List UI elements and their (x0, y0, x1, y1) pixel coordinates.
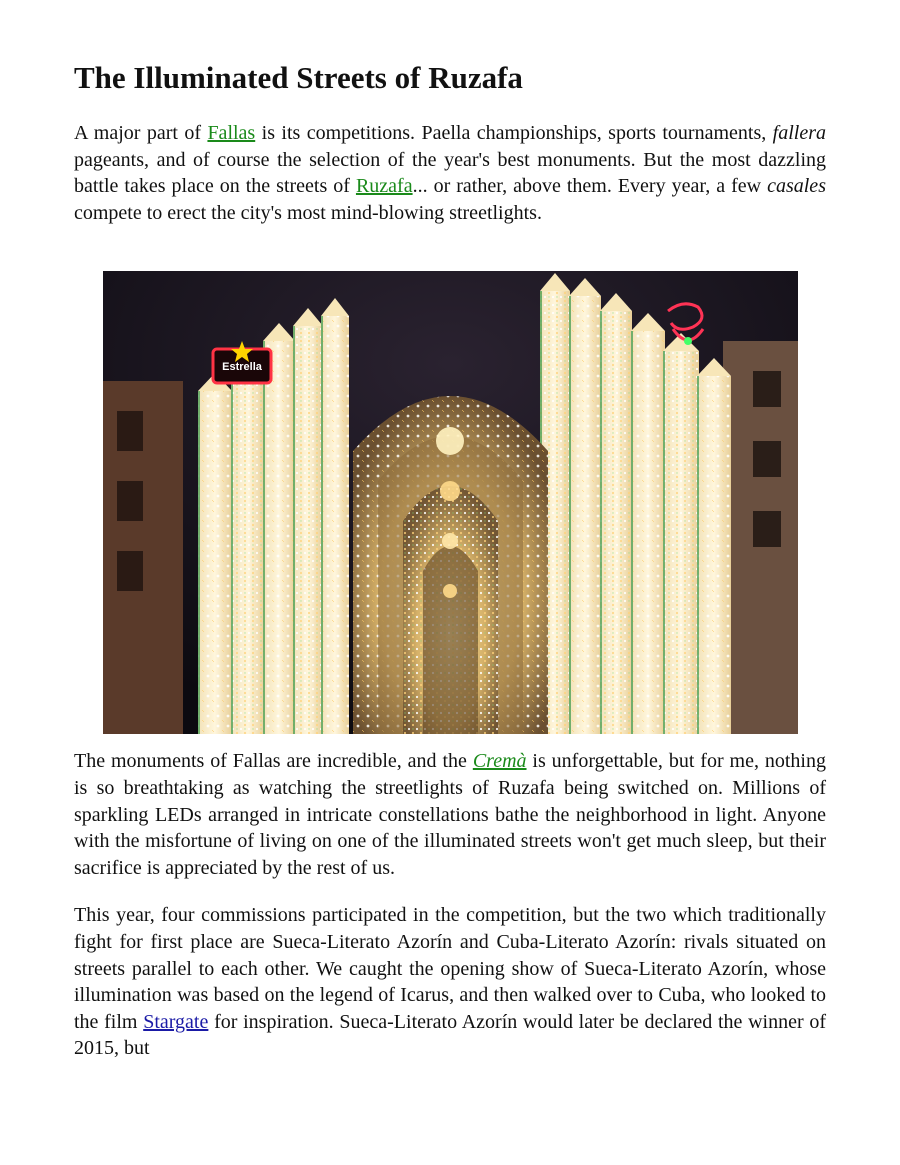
light-arch-tunnel (353, 396, 548, 734)
light-column-leds (663, 351, 699, 734)
article (74, 58, 826, 1062)
link-ruzafa[interactable]: Ruzafa (355, 175, 413, 198)
text: compete to erect the city's most mind-blowing streetlights. (74, 201, 542, 224)
text: is its competitions. Paella championships, sports tournaments, (255, 122, 773, 144)
streetlights-photo (103, 271, 798, 734)
paragraph-competition (74, 902, 826, 1062)
emphasis-casales: casales (767, 175, 826, 198)
light-column-leds (231, 366, 265, 734)
light-column-leds (198, 391, 232, 734)
photo-illustration (103, 271, 798, 734)
light-column-leds (631, 331, 665, 734)
text: A major part of (74, 122, 208, 144)
text: ... or rather, above them. Every year, a few (412, 175, 768, 198)
light-column-leds (697, 376, 731, 734)
text: The monuments of Fallas are incredible, and the (74, 750, 473, 773)
paragraph-intro (74, 120, 826, 226)
light-column-leds (569, 296, 601, 734)
link-stargate[interactable]: Stargate (143, 1010, 209, 1033)
link-fallas[interactable]: Fallas (207, 122, 256, 144)
emphasis-crema: Cremà (472, 750, 527, 773)
text: is unforgettable, but for me, nothing is so breathtaking as watching the streetlights of Ruzafa being switched on. Millions of sparkling LEDs arranged in intricate constellations bathe the neighborhood in light. Anyone with the misfortune of living on one of the illuminated streets won't get much sleep, but their sacrifice is appreciated by the rest of us. (74, 750, 826, 879)
text: pageants, and of course the selection of the year's best monuments. But the most dazzling battle takes place on the streets of (74, 148, 826, 198)
light-column-leds (600, 311, 632, 734)
light-column-leds (293, 326, 323, 734)
paragraph-monuments (74, 748, 826, 881)
text: This year, four commissions participated in the competition, but the two which traditionally fight for first place are Sueca-Literato Azorín and Cuba-Literato Azorín: rivals situated on streets parallel to each other. We caught the opening show of Sueca-Literato Azorín, whose illumination was based on the legend of Icarus, and then walked over to Cuba, who looked to the film (74, 904, 826, 1033)
neon-sign-text: Estrella (222, 361, 262, 374)
emphasis-fallera: fallera (772, 122, 826, 144)
text: for inspiration. Sueca-Literato Azorín would later be declared the winner of 2015, but (74, 1010, 827, 1060)
light-column-leds (263, 341, 295, 734)
link-crema[interactable] (473, 750, 527, 772)
light-column-leds (321, 316, 349, 734)
article-title: The Illuminated Streets of Ruzafa (74, 60, 523, 95)
